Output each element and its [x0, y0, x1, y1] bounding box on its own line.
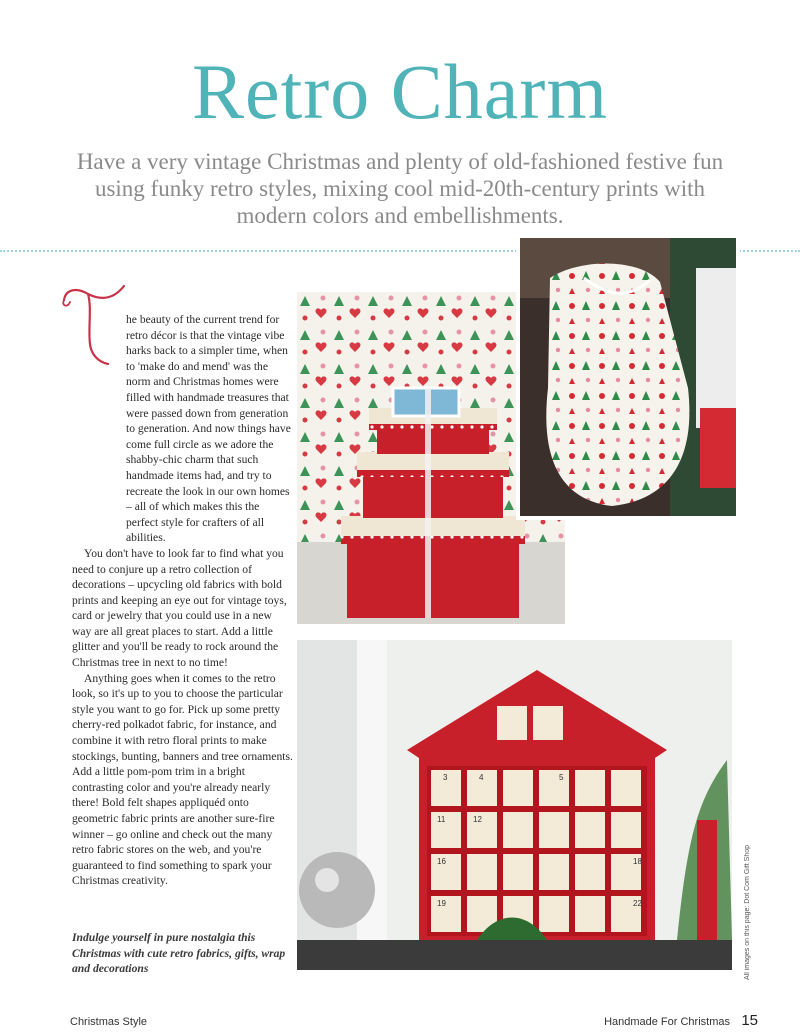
page-number: 15	[741, 1012, 758, 1029]
paragraph-text: You don't have to look far to find what you need to conjure up a retro collection of decorations – upcycling old fabrics with bold prints and keeping an eye out for vintage toys, card or jewelry that you could use in a new way are all great places to start. Add a little glitter and you'll be ready to rock around the Christmas tree in next to no time!	[72, 546, 287, 670]
calendar-number: 16	[437, 857, 446, 866]
photo-drawstring-sack	[516, 234, 740, 520]
article-paragraph	[72, 546, 294, 671]
calendar-number: 11	[437, 815, 446, 824]
footer-publication-name: Handmade For Christmas	[604, 1016, 730, 1028]
page-title: Retro Charm	[191, 48, 609, 135]
article-paragraph	[72, 671, 294, 889]
photo-caption: Indulge yourself in pure nostalgia this Christmas with cute retro fabrics, gifts, wrap and decorations	[72, 931, 286, 976]
article-body	[72, 312, 294, 889]
calendar-number: 3	[443, 773, 448, 782]
paragraph-text: he beauty of the current trend for retro décor is that the vintage vibe harks back to a simpler time, when to 'make do and mend' was the norm and Christmas homes were filled with handmade treasures that were passed down from generation to generation. And now things have come full circle as we adore the shabby-chic charm that such handmade items had, and try to recreate the look in our own homes – all of which makes this the perfect style for crafters of all abilities.	[126, 313, 291, 545]
page-subtitle: Have a very vintage Christmas and plenty of old-fashioned festive fun using funky retro styles, mixing cool mid-20th-century prints with modern colors and embellishments.	[76, 149, 724, 228]
paragraph-text: Anything goes when it comes to the retro look, so it's up to you to choose the particular style you want to go for. Pick up some pretty cherry-red polkadot fabric, for instance, and combine it with retro floral prints to make stockings, bunting, banners and tree ornaments. Add a little pom-pom trim in a bright contrasting color and you're already nearly there! Bold felt shapes appliquéd onto geometric fabric prints are another sure-fire winner – go online and check out the many retro fabric stores on the web, and you're guaranteed to find something to spark your Christmas creativity.	[72, 671, 293, 888]
photo-advent-calendar	[297, 640, 732, 970]
footer-section-name: Christmas Style	[70, 1016, 148, 1028]
calendar-number: 12	[473, 815, 482, 824]
calendar-number: 18	[633, 857, 642, 866]
photo-credit: All images on this page: Dot Com Gift Shop	[744, 844, 751, 980]
calendar-number: 22	[633, 899, 642, 908]
calendar-number: 19	[437, 899, 446, 908]
calendar-number: 5	[559, 773, 564, 782]
calendar-number: 4	[479, 773, 484, 782]
article-paragraph	[72, 312, 294, 546]
